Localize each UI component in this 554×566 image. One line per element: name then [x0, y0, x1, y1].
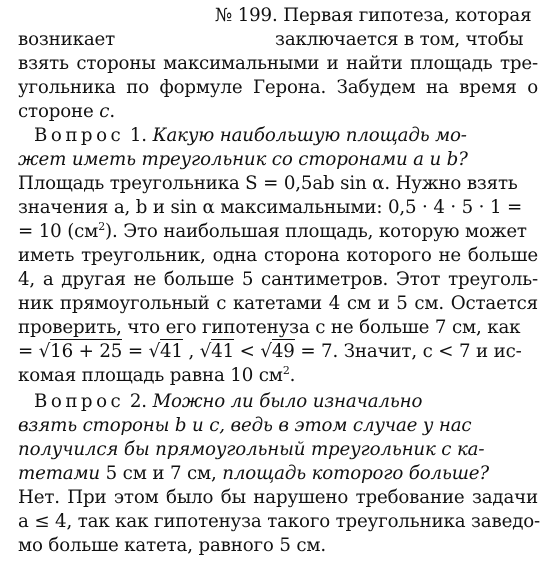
- question-text: Можно ли было изначально: [152, 391, 423, 412]
- question-label: Вопрос: [34, 391, 125, 412]
- question-text: тетами: [18, 463, 106, 484]
- text-line: [18, 414, 538, 438]
- question-text: площадь которого больше?: [222, 463, 489, 484]
- question-text: жет иметь треугольник со сторонами a и b?: [18, 149, 468, 170]
- text-segment: = √: [122, 341, 161, 362]
- text-line: a ≤ 4, так как гипотенуза такого треугольника заведо-: [18, 511, 541, 532]
- text-segment: , √: [182, 341, 212, 362]
- text-line: [18, 28, 538, 52]
- problem-heading-line: [215, 4, 537, 28]
- superscript: 2: [282, 363, 290, 377]
- sqrt-expression: 41: [160, 341, 183, 362]
- text-line: 4, а другая не больше 5 сантиметров. Этот треуголь-: [18, 269, 538, 290]
- text-segment: Площадь треугольника S = 0,5ab sin α. Нужно взять: [18, 173, 518, 194]
- text-line: иметь треугольник, одна сторона которого не больше: [18, 245, 538, 266]
- text-segment: комая площадь равна 10 см: [18, 365, 283, 386]
- text-line: [18, 220, 538, 244]
- text-segment: .: [289, 365, 296, 386]
- problem-number: № 199.: [215, 5, 278, 26]
- text-line: [18, 462, 538, 486]
- math-var: c: [99, 101, 110, 122]
- text-segment: = 7. Значит, c < 7 и ис-: [294, 341, 522, 362]
- text-line: [18, 100, 538, 124]
- text-line: мо больше катета, равного 5 см.: [18, 535, 327, 556]
- text-segment: стороне: [18, 101, 100, 122]
- text-segment: 5 см и 7 см,: [105, 463, 223, 484]
- text-segment: заключается в том, чтобы: [275, 29, 524, 50]
- text-line: угольника по формуле Герона. Забудем на время о: [18, 77, 538, 98]
- text-segment: Первая гипотеза, которая: [283, 5, 532, 26]
- question-label: Вопрос: [34, 125, 125, 146]
- text-line: [18, 438, 538, 462]
- text-line: [18, 364, 538, 388]
- text-line: проверить, что его гипотенуза c не больше 7 см, как: [18, 317, 521, 338]
- text-line: взять стороны максимальными и найти площадь тре-: [18, 53, 538, 74]
- text-segment: .: [109, 101, 115, 122]
- text-line: Нет. При этом было бы нарушено требование задачи: [18, 487, 538, 508]
- question-1-line: [34, 124, 538, 148]
- sqrt-expression: 49: [271, 341, 295, 362]
- text-segment: возникает: [18, 29, 116, 50]
- text-segment: = √: [18, 341, 51, 362]
- text-line: [18, 148, 538, 172]
- text-segment: = 10 (см: [18, 221, 99, 242]
- question-text: получился бы прямоугольный треугольник с ка-: [18, 439, 485, 460]
- question-2-line: [34, 390, 538, 414]
- text-segment: < √: [234, 341, 272, 362]
- text-line: [18, 172, 538, 196]
- question-text: Какую наибольшую площадь мо-: [152, 125, 467, 146]
- text-segment: значения a, b и sin α максимальными: 0,5 · 4 · 5 · 1 =: [18, 197, 523, 218]
- math-line: [18, 340, 538, 364]
- question-text: взять стороны b и c, ведь в этом случае у нас: [18, 415, 472, 436]
- sqrt-expression: 41: [211, 341, 235, 362]
- text-segment: ). Это наибольшая площадь, которую может: [105, 221, 527, 242]
- question-number: 1.: [129, 125, 147, 146]
- superscript: 2: [98, 219, 106, 233]
- question-number: 2.: [129, 391, 147, 412]
- text-line: ник прямоугольный с катетами 4 см и 5 см. Остается: [18, 293, 538, 314]
- sqrt-expression: 16 + 25: [50, 341, 123, 362]
- text-line: [18, 196, 538, 220]
